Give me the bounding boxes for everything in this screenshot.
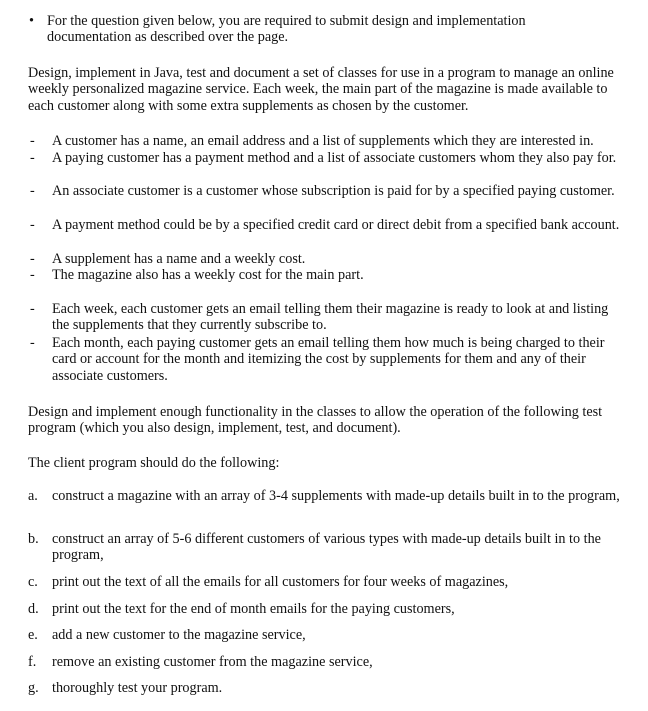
dash-marker: - bbox=[30, 267, 35, 283]
task-marker: b. bbox=[28, 531, 39, 547]
task-text: print out the text of all the emails for all customers for four weeks of magazines, bbox=[52, 574, 509, 590]
task-marker: c. bbox=[28, 574, 38, 590]
requirement-text: A payment method could be by a specified credit card or direct debit from a specified bank account. bbox=[52, 217, 620, 233]
client-program-heading: The client program should do the following: bbox=[28, 455, 280, 471]
bullet-icon: • bbox=[29, 13, 34, 29]
dash-marker: - bbox=[30, 217, 35, 233]
requirement-text: A paying customer has a payment method and a list of associate customers whom they also pay for. bbox=[52, 150, 617, 166]
task-marker: f. bbox=[28, 654, 37, 670]
task-text: thoroughly test your program. bbox=[52, 680, 223, 696]
requirement-text: The magazine also has a weekly cost for the main part. bbox=[52, 267, 364, 283]
requirement-text: A customer has a name, an email address and a list of supplements which they are interested in. bbox=[52, 133, 594, 149]
task-marker: d. bbox=[28, 601, 39, 617]
task-marker: g. bbox=[28, 680, 39, 696]
intro-text: For the question given below, you are required to submit design and implementation documentation as described over the page. bbox=[47, 13, 526, 46]
dash-marker: - bbox=[30, 301, 35, 317]
requirement-text: An associate customer is a customer whose subscription is paid for by a specified paying customer. bbox=[52, 183, 615, 199]
task-marker: e. bbox=[28, 627, 38, 643]
dash-marker: - bbox=[30, 183, 35, 199]
functionality-paragraph: Design and implement enough functionality in the classes to allow the operation of the following test program (which you also design, implement, test, and document). bbox=[28, 404, 603, 437]
dash-marker: - bbox=[30, 150, 35, 166]
task-text: remove an existing customer from the magazine service, bbox=[52, 654, 373, 670]
dash-marker: - bbox=[30, 335, 35, 351]
dash-marker: - bbox=[30, 133, 35, 149]
task-marker: a. bbox=[28, 488, 38, 504]
email-text: Each month, each paying customer gets an email telling them how much is being charged to their card or account for the month and itemizing the cost by supplements for them and any of their associate customers. bbox=[52, 335, 605, 384]
email-text: Each week, each customer gets an email telling them their magazine is ready to look at and listing the supplements that they currently subscribe to. bbox=[52, 301, 609, 334]
task-text: add a new customer to the magazine service, bbox=[52, 627, 306, 643]
task-text: construct an array of 5-6 different customers of various types with made-up details built in to the program, bbox=[52, 531, 601, 564]
task-text: print out the text for the end of month emails for the paying customers, bbox=[52, 601, 455, 617]
requirement-text: A supplement has a name and a weekly cost. bbox=[52, 251, 306, 267]
task-text: construct a magazine with an array of 3-4 supplements with made-up details built in to the program, bbox=[52, 488, 620, 504]
intro-paragraph: Design, implement in Java, test and document a set of classes for use in a program to manage an online weekly personalized magazine service. Each week, the main part of the magazine is made available to each customer along with some extra supplements as chosen by the customer. bbox=[28, 65, 614, 114]
dash-marker: - bbox=[30, 251, 35, 267]
